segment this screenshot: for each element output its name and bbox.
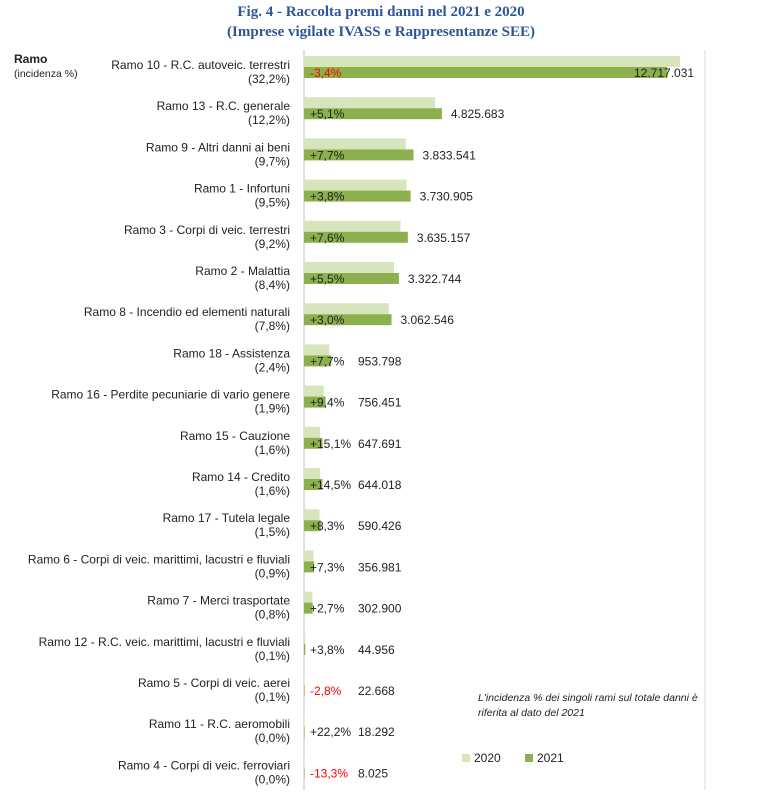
category-share-label: (32,2%)	[247, 72, 290, 86]
category-label: Ramo 1 - Infortuni	[193, 181, 290, 196]
change-label: +2,7%	[310, 601, 345, 616]
change-label: +5,5%	[310, 272, 345, 286]
category-label: Ramo 17 - Tutela legale	[162, 511, 290, 526]
category-share-label: (8,4%)	[254, 278, 290, 292]
category-share-label: (7,8%)	[254, 319, 290, 334]
value-label-2021: 756.451	[358, 395, 402, 410]
change-label: +7,3%	[310, 560, 345, 575]
legend-swatch-2020	[462, 754, 470, 762]
category-share-label: (0,1%)	[254, 648, 290, 663]
legend-item-2021	[525, 751, 564, 765]
value-label-2021: 647.691	[358, 436, 402, 451]
category-share-label: (9,2%)	[254, 236, 290, 251]
value-label-2021: 3.322.744	[407, 272, 462, 286]
category-label: Ramo 12 - R.C. veic. marittimi, lacustri e fluviali	[38, 634, 290, 649]
category-label: Ramo 3 - Corpi di veic. terrestri	[123, 222, 290, 237]
category-share-label: (1,9%)	[254, 401, 290, 416]
value-label-2021: 356.981	[358, 560, 402, 575]
legend-swatch-2021	[525, 754, 533, 762]
bar-2021	[304, 685, 305, 696]
bar-2021	[304, 67, 667, 78]
category-share-label: (0,8%)	[254, 607, 290, 622]
chart-subtitle: (Imprese vigilate IVASS e Rappresentanze SEE)	[227, 24, 535, 40]
category-label: Ramo 9 - Altri danni ai beni	[145, 140, 290, 155]
category-share-label: (1,6%)	[254, 484, 290, 498]
chart-title: Fig. 4 - Raccolta premi danni nel 2021 e 2020	[237, 4, 525, 20]
change-label: +9,4%	[310, 395, 345, 410]
bar-2020	[304, 715, 305, 726]
category-label: Ramo 13 - R.C. generale	[156, 99, 290, 114]
value-label-2021: 18.292	[358, 725, 395, 740]
change-label: +14,5%	[310, 478, 352, 492]
value-label-2021: 3.635.157	[416, 230, 471, 245]
value-label-2021: 590.426	[358, 519, 402, 534]
bar-2020	[304, 56, 680, 67]
category-share-label: (0,0%)	[254, 772, 290, 787]
bar-2020	[304, 674, 305, 685]
category-share-label: (9,7%)	[254, 154, 290, 169]
category-label: Ramo 18 - Assistenza	[173, 346, 290, 361]
change-label: +15,1%	[310, 436, 352, 451]
bar-2020	[304, 633, 305, 644]
category-label: Ramo 5 - Corpi di veic. aerei	[137, 676, 290, 690]
change-label: +22,2%	[310, 725, 352, 740]
change-label: -3,4%	[310, 66, 342, 80]
change-label: +7,6%	[310, 230, 345, 245]
bar-2021	[304, 726, 305, 737]
change-label: +7,7%	[310, 354, 345, 369]
category-label: Ramo 2 - Malattia	[195, 264, 290, 278]
category-share-label: (12,2%)	[247, 113, 290, 128]
bar-2020	[304, 756, 305, 767]
category-label: Ramo 6 - Corpi di veic. marittimi, lacustri e fluviali	[27, 552, 290, 567]
axis-header: Ramo	[14, 52, 48, 66]
category-label: Ramo 14 - Credito	[191, 470, 290, 484]
category-label: Ramo 4 - Corpi di veic. ferroviari	[117, 758, 290, 773]
bar-2021	[304, 644, 305, 655]
category-share-label: (1,5%)	[254, 525, 290, 540]
category-label: Ramo 7 - Merci trasportate	[147, 593, 290, 608]
change-label: +5,1%	[310, 107, 345, 122]
category-label: Ramo 8 - Incendio ed elementi naturali	[83, 305, 290, 320]
category-share-label: (0,0%)	[254, 731, 290, 746]
chart-note: L'incidenza % dei singoli rami sul totale danni è riferita al dato del 2021	[478, 692, 698, 719]
bar-2021	[304, 767, 305, 778]
category-share-label: (1,6%)	[254, 442, 290, 457]
category-share-label: (0,1%)	[254, 690, 290, 704]
category-label: Ramo 15 - Cauzione	[179, 428, 290, 443]
category-label: Ramo 11 - R.C. aeromobili	[148, 717, 290, 732]
value-label-2021: 22.668	[358, 684, 395, 698]
value-label-2021: 44.956	[358, 642, 395, 657]
value-label-2021: 3.730.905	[419, 189, 473, 204]
category-label: Ramo 10 - R.C. autoveic. terrestri	[111, 58, 290, 72]
change-label: +3,0%	[310, 313, 345, 328]
axis-subheader: (incidenza %)	[14, 68, 78, 80]
value-label-2021: 953.798	[358, 354, 402, 369]
change-label: -13,3%	[310, 766, 349, 781]
value-label-2021: 8.025	[358, 766, 389, 781]
legend-item-2020	[462, 751, 501, 765]
value-label-2021: 12.717.031	[634, 66, 695, 80]
change-label: -2,8%	[310, 684, 342, 698]
value-label-2021: 4.825.683	[450, 107, 505, 122]
change-label: +3,8%	[310, 642, 345, 657]
legend-label-2021: 2021	[537, 751, 564, 765]
value-label-2021: 644.018	[358, 478, 402, 492]
category-share-label: (9,5%)	[254, 195, 290, 210]
legend-label-2020: 2020	[474, 751, 501, 765]
change-label: +8,3%	[310, 519, 345, 534]
value-label-2021: 3.062.546	[400, 313, 454, 328]
category-share-label: (2,4%)	[254, 360, 290, 375]
value-label-2021: 3.833.541	[422, 148, 476, 163]
change-label: +7,7%	[310, 148, 345, 163]
change-label: +3,8%	[310, 189, 345, 204]
category-label: Ramo 16 - Perdite pecuniarie di vario genere	[51, 387, 290, 402]
value-label-2021: 302.900	[358, 601, 402, 616]
category-share-label: (0,9%)	[254, 566, 290, 581]
